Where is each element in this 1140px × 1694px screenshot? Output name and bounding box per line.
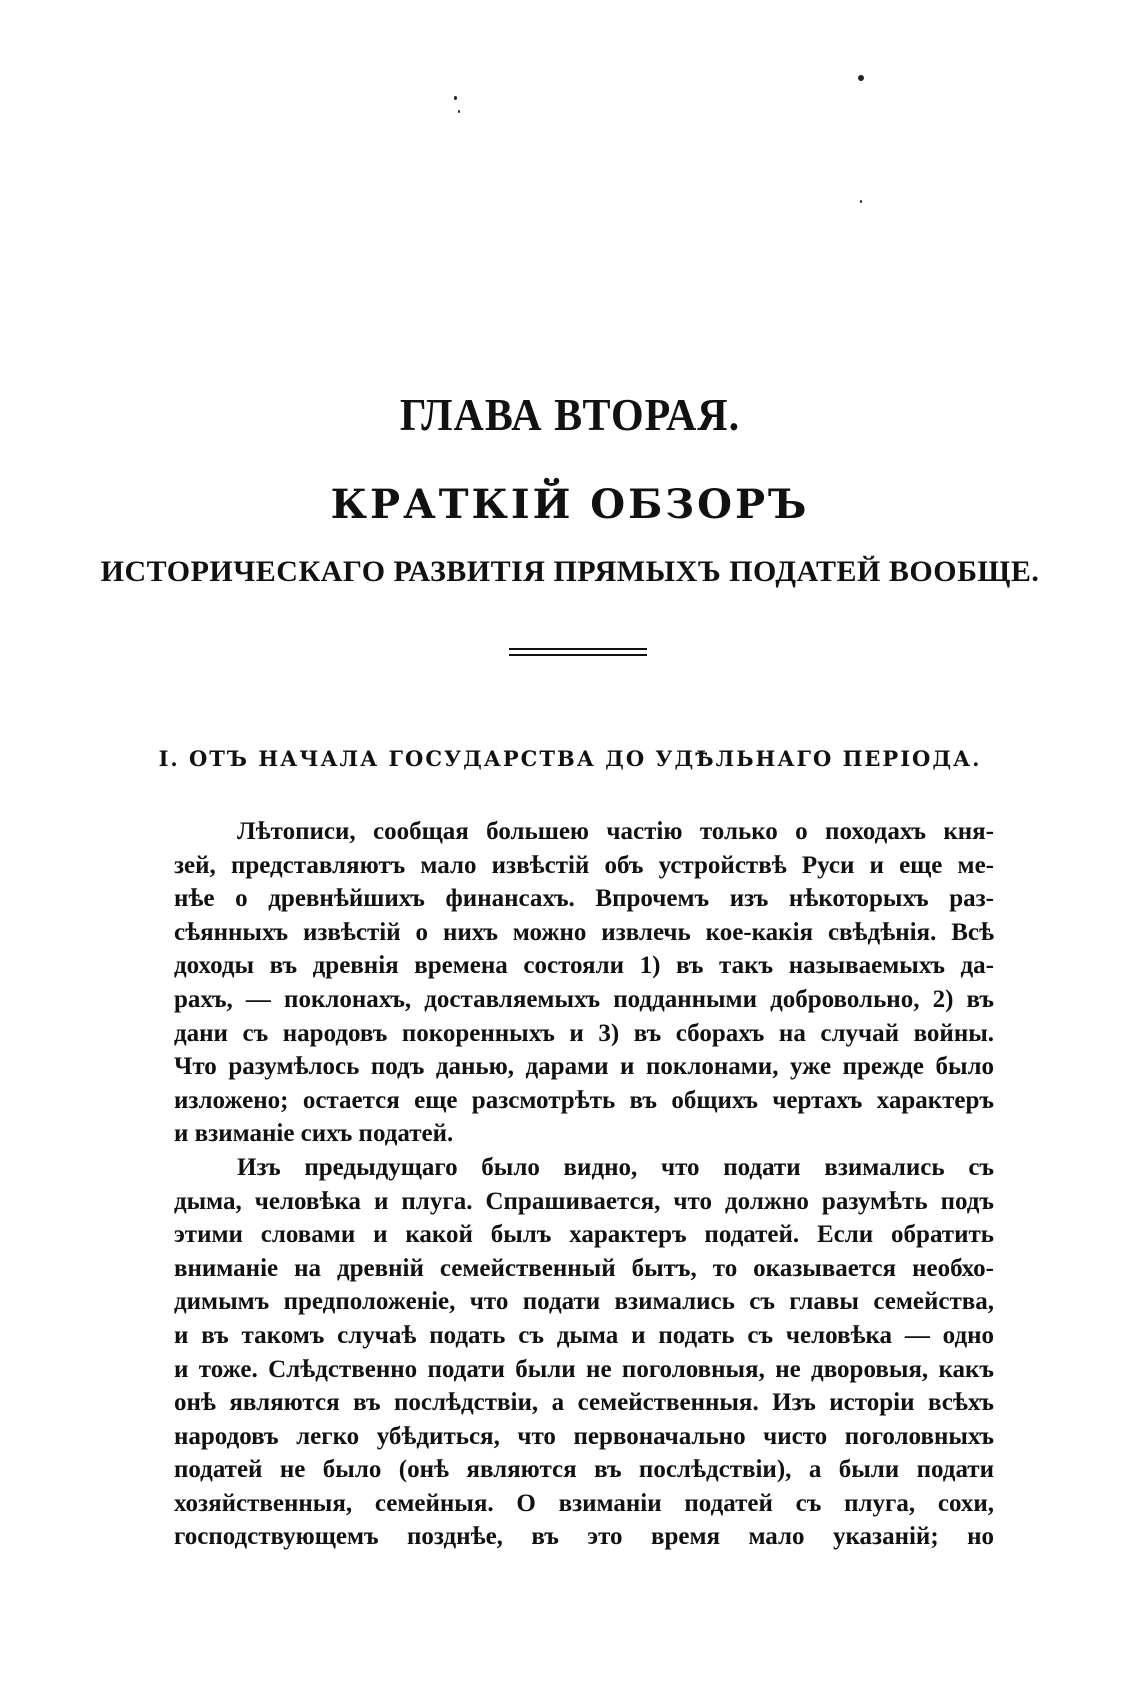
text-line: податей не было (онѣ являются въ послѣдствіи), а были подати — [174, 1456, 994, 1484]
text-line: зей, представляютъ мало извѣстій объ устройствѣ Руси и еще ме- — [174, 851, 994, 879]
text-line: этими словами и какой былъ характеръ податей. Если обратить — [174, 1221, 994, 1249]
text-line: и тоже. Слѣдственно подати были не поголовныя, не дворовыя, какъ — [174, 1355, 994, 1383]
text-line: дыма, человѣка и плуга. Спрашивается, что должно разумѣть подъ — [174, 1187, 994, 1215]
subsection-title: I. ОТЪ НАЧАЛА ГОСУДАРСТВА ДО УДѢЛЬНАГО ПЕРІОДА. — [158, 746, 982, 771]
text-line: Изъ предыдущаго было видно, что подати взимались съ — [237, 1153, 994, 1181]
subtitle: ИСТОРИЧЕСКАГО РАЗВИТІЯ ПРЯМЫХЪ ПОДАТЕЙ ВООБЩЕ. — [100, 555, 1040, 588]
text-line: народовъ легко убѣдиться, что первоначально чисто поголовныхъ — [174, 1422, 994, 1450]
text-line: Лѣтописи, сообщая большею частію только о походахъ кня- — [237, 818, 994, 845]
ink-speck — [860, 200, 862, 203]
text-line: изложено; остается еще разсмотрѣть въ общихъ чертахъ характеръ — [174, 1086, 994, 1114]
text-line: дани съ народовъ покоренныхъ и 3) въ сборахъ на случай войны. — [174, 1019, 994, 1047]
body-text — [174, 815, 994, 1554]
section-title: КРАТКІЙ ОБЗОРЪ — [330, 481, 810, 528]
ink-speck — [454, 96, 457, 100]
text-line: рахъ, — поклонахъ, доставляемыхъ подданными добровольно, 2) въ — [174, 985, 994, 1013]
text-line: и взиманіе сихъ податей. — [174, 1120, 454, 1148]
text-line: Что разумѣлось подъ данью, дарами и поклонами, уже прежде было — [174, 1053, 994, 1081]
double-rule-divider — [509, 648, 647, 660]
ink-speck — [458, 110, 460, 113]
text-line: хозяйственныя, семейныя. О взиманіи податей съ плуга, сохи, — [174, 1489, 994, 1517]
text-line: господствующемъ позднѣе, въ это время мало указаній; но — [174, 1523, 994, 1551]
ink-speck — [858, 75, 864, 81]
text-line: сѣянныхъ извѣстій о нихъ можно извлечь кое-какія свѣдѣнія. Всѣ — [174, 918, 994, 946]
text-line: и въ такомъ случаѣ подать съ дыма и подать съ человѣка — одно — [174, 1321, 994, 1349]
text-line: нѣе о древнѣйшихъ финансахъ. Впрочемъ изъ нѣкоторыхъ раз- — [174, 885, 994, 913]
text-line: вниманіе на древній семейственный бытъ, то оказывается необхо- — [174, 1254, 994, 1282]
text-line: онѣ являются въ послѣдствіи, а семейственныя. Изъ исторіи всѣхъ — [174, 1389, 994, 1417]
chapter-title: ГЛАВА ВТОРАЯ. — [399, 391, 741, 441]
text-line: димымъ предположеніе, что подати взимались съ главы семейства, — [174, 1288, 994, 1316]
text-line: доходы въ древнія времена состояли 1) въ такъ называемыхъ да- — [174, 952, 994, 980]
